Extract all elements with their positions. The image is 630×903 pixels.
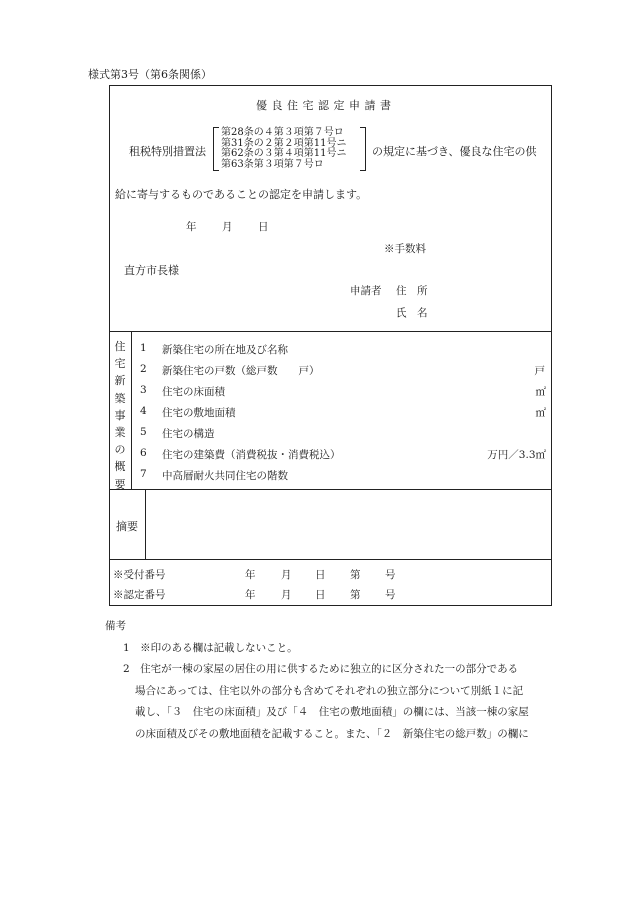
outline-item-unit: 戸 <box>534 365 545 377</box>
outline-item-label: 住宅の床面積 <box>162 386 225 398</box>
clause-line: 第31条の２第２項第11号ニ <box>221 137 347 149</box>
outline-label-divider <box>131 331 132 489</box>
certification-number-label: ※認定番号 <box>113 589 166 601</box>
left-bracket <box>213 127 219 171</box>
form-number: 様式第3号（第6条関係） <box>88 68 212 81</box>
applicant-address-field[interactable]: 住 所 <box>396 285 428 297</box>
remark-line: の床面積及びその敷地面積を記載すること。また、「２ 新築住宅の総戸数」の欄に <box>135 728 529 740</box>
outline-item-unit: ㎡ <box>535 386 546 398</box>
certification-no-suffix: 号 <box>385 589 396 601</box>
remark-line: 2 住宅が一棟の家屋の居住の用に供するために独立的に区分された一の部分である <box>123 663 519 675</box>
outline-item-label: 新築住宅の戸数（総戸数 戸） <box>162 365 320 377</box>
outline-item-num: 7 <box>140 468 147 480</box>
addressee: 直方市長様 <box>124 264 179 277</box>
outline-item-num: 2 <box>140 363 147 375</box>
applicant-name-field[interactable]: 氏 名 <box>396 307 428 319</box>
clause-line: 第62条の３第４項第11号ニ <box>221 148 347 159</box>
reception-month[interactable]: 月 <box>281 569 292 581</box>
outline-item-unit: ㎡ <box>535 407 546 419</box>
reception-no-suffix: 号 <box>385 569 396 581</box>
applicant-label: 申請者 <box>350 285 382 297</box>
fee-label: ※手数料 <box>384 243 426 255</box>
outline-item-label: 中高層耐火共同住宅の階数 <box>162 470 288 482</box>
outline-item-label: 新築住宅の所在地及び名称 <box>162 344 288 356</box>
date-day[interactable]: 日 <box>258 221 269 233</box>
reception-year[interactable]: 年 <box>245 569 256 581</box>
outline-item-num: 1 <box>140 342 147 354</box>
provision-text: の規定に基づき、優良な住宅の供 <box>372 145 537 158</box>
application-sentence: 給に寄与するものであることの認定を申請します。 <box>115 188 368 201</box>
outline-item-label: 住宅の敷地面積 <box>162 407 236 419</box>
summary-label: 摘要 <box>116 520 138 533</box>
right-bracket <box>360 127 366 171</box>
divider-top-section <box>109 331 552 332</box>
reception-number-label: ※受付番号 <box>113 569 166 581</box>
summary-field[interactable] <box>147 491 550 557</box>
reception-no-prefix: 第 <box>350 569 361 581</box>
remark-line: 1 ※印のある欄は記載しないこと。 <box>123 642 298 654</box>
clause-line: 第28条の４第３項第７号ロ <box>221 127 344 138</box>
certification-year[interactable]: 年 <box>245 589 256 601</box>
date-month[interactable]: 月 <box>222 221 233 233</box>
law-name: 租税特別措置法 <box>129 145 206 158</box>
certification-no-prefix: 第 <box>350 589 361 601</box>
outline-item-num: 6 <box>140 447 147 459</box>
divider-outline-section <box>109 489 552 490</box>
date-year[interactable]: 年 <box>186 221 197 233</box>
outline-item-num: 4 <box>140 405 147 417</box>
outline-item-unit: 万円／3.3㎡ <box>487 449 546 461</box>
outline-item-label: 住宅の構造 <box>162 428 215 440</box>
outline-section-label: 住宅新築事業の概要 <box>114 340 126 491</box>
outline-item-num: 5 <box>140 426 147 438</box>
summary-label-divider <box>145 489 146 559</box>
remark-line: 場合にあっては、住宅以外の部分も含めてそれぞれの独立部分について別紙１に記 <box>135 685 524 697</box>
outline-item-num: 3 <box>140 384 147 396</box>
outline-item-label: 住宅の建築費（消費税抜・消費税込） <box>162 449 341 461</box>
certification-month[interactable]: 月 <box>281 589 292 601</box>
clause-line: 第63条第３項第７号ロ <box>221 158 324 170</box>
remarks-title: 備考 <box>105 620 126 632</box>
form-title: 優良住宅認定申請書 <box>256 99 396 112</box>
reception-day[interactable]: 日 <box>315 569 326 581</box>
certification-day[interactable]: 日 <box>315 589 326 601</box>
remark-line: 載し、「３ 住宅の床面積」及び「４ 住宅の敷地面積」の欄には、当該一棟の家屋 <box>135 706 529 718</box>
divider-summary-section <box>109 559 552 560</box>
